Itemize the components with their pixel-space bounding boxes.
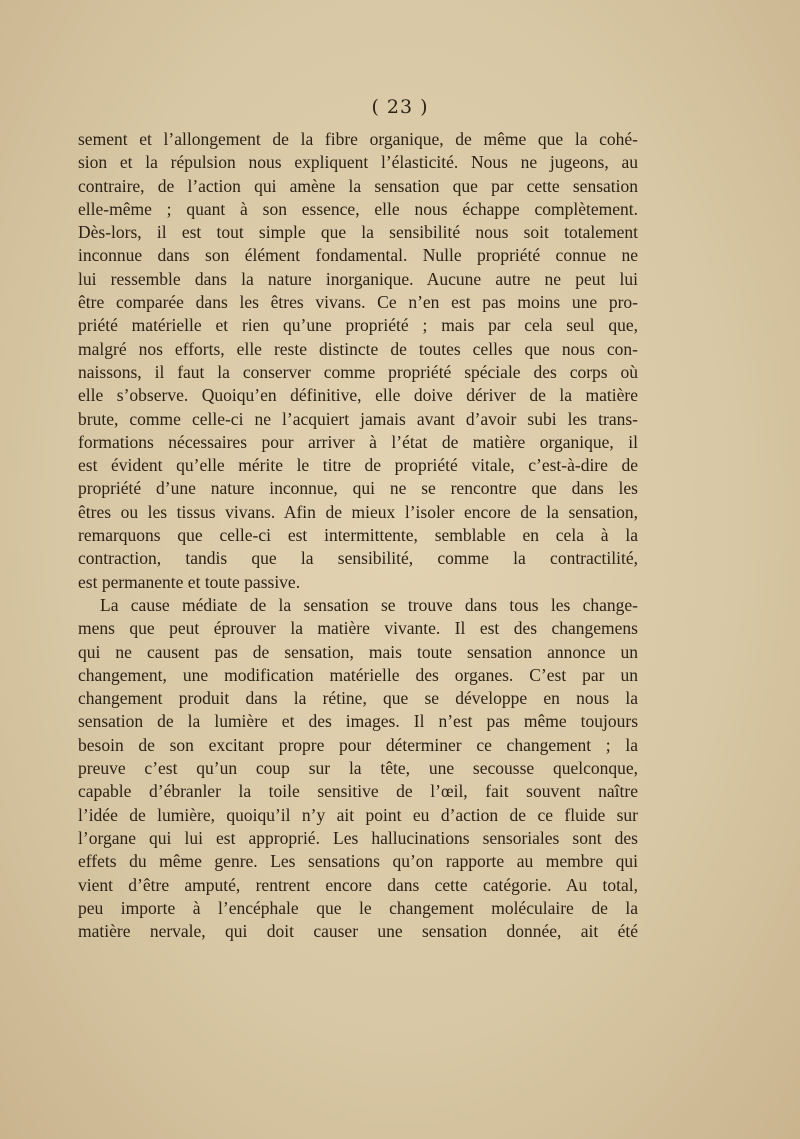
body-text [78,128,638,943]
text-line: malgré nos efforts, elle reste distincte de toutes celles que nous con- [78,338,638,359]
text-line: l’organe qui lui est approprié. Les hallucinations sensoriales sont des [78,827,638,848]
text-line: sensation de la lumière et des images. Il n’est pas même toujours [78,711,638,732]
text-line: êtres ou les tissus vivans. Afin de mieux l’isoler encore de la sensation, [78,501,638,522]
text-line: remarquons que celle-ci est intermittente, semblable en cela à la [78,525,638,546]
text-line: matière nervale, qui doit causer une sensation donnée, ait été [78,921,638,942]
text-line: vient d’être amputé, rentrent encore dans cette catégorie. Au total, [78,874,638,895]
text-line: capable d’ébranler la toile sensitive de l’œil, fait souvent naître [78,781,638,802]
text-line: sion et la répulsion nous expliquent l’élasticité. Nous ne jugeons, au [78,152,638,173]
text-line: être comparée dans les êtres vivans. Ce n’en est pas moins une pro- [78,292,638,313]
text-line: contraire, de l’action qui amène la sensation que par cette sensation [78,175,638,196]
text-line: besoin de son excitant propre pour déterminer ce changement ; la [78,734,638,755]
text-line: mens que peut éprouver la matière vivante. Il est des changemens [78,618,638,639]
text-line: contraction, tandis que la sensibilité, comme la contractilité, [78,548,638,569]
text-line: est permanente et toute passive. [78,571,301,592]
text-line: propriété d’une nature inconnue, qui ne se rencontre que dans les [78,478,638,499]
text-line: elle s’observe. Quoiqu’en définitive, elle doive dériver de la matière [78,385,638,406]
text-line: naissons, il faut la conserver comme propriété spéciale des corps où [78,361,638,382]
text-line: formations nécessaires pour arriver à l’état de matière organique, il [78,431,638,452]
text-line: est évident qu’elle mérite le titre de propriété vitale, c’est-à-dire de [78,455,638,476]
text-line: Dès-lors, il est tout simple que la sensibilité nous soit totalement [78,222,638,243]
page-number: ( 23 ) [371,96,429,118]
text-line: inconnue dans son élément fondamental. Nulle propriété connue ne [78,245,638,266]
text-line: sement et l’allongement de la fibre organique, de même que la cohé- [78,129,638,149]
text-line: qui ne causent pas de sensation, mais toute sensation annonce un [78,641,638,662]
text-line: lui ressemble dans la nature inorganique. Aucune autre ne peut lui [78,268,638,289]
text-line: l’idée de lumière, quoiqu’il n’y ait point eu d’action de ce fluide sur [78,804,638,825]
text-line: changement, une modification matérielle des organes. C’est par un [78,664,638,685]
text-line: effets du même genre. Les sensations qu’on rapporte au membre qui [78,851,638,872]
text-line: preuve c’est qu’un coup sur la tête, une secousse quelconque, [78,758,638,779]
text-line: peu importe à l’encéphale que le changement moléculaire de la [78,897,638,918]
text-line: La cause médiate de la sensation se trouve dans tous les change- [100,594,638,615]
text-line: changement produit dans la rétine, que se développe en nous la [78,688,638,709]
text-line: priété matérielle et rien qu’une propriété ; mais par cela seul que, [78,315,638,336]
text-line: brute, comme celle-ci ne l’acquiert jamais avant d’avoir subi les trans- [78,408,638,429]
text-line: elle-même ; quant à son essence, elle nous échappe complètement. [78,198,638,219]
